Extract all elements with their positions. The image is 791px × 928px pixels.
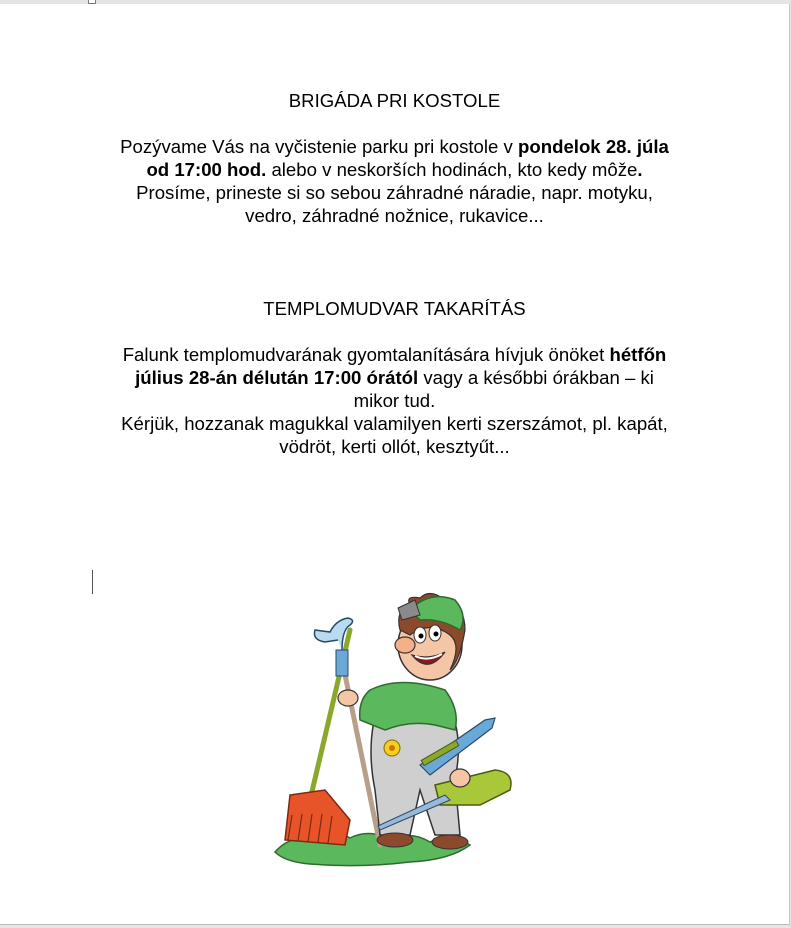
heading-slovak: BRIGÁDA PRI KOSTOLE: [288, 90, 501, 111]
text-cursor: [92, 570, 93, 594]
paragraph-slovak: Pozývame Vás na vyčistenie parku pri kostole v pondelok 28. júla od 17:00 hod. alebo v neskorších hodinách, kto kedy môže. Prosíme, prineste si so sebou záhradné náradie, napr. motyku, vedro, záhradné nožnice, rukavice...: [120, 136, 669, 226]
section-slovak: [92, 89, 697, 227]
paragraph-hungarian: Falunk templomudvarának gyomtalanítására hívjuk önöket hétfőn július 28-án délután 17:00 órától vagy a későbbi órákban – ki mikor tud. Kérjük, hozzanak magukkal valamilyen kerti szerszámot, pl. kapát, vödröt, kerti ollót, kesztyűt...: [121, 344, 668, 457]
heading-hungarian: TEMPLOMUDVAR TAKARÍTÁS: [263, 298, 526, 319]
gardener-illustration[interactable]: [270, 590, 520, 870]
section-hungarian: [92, 297, 697, 458]
